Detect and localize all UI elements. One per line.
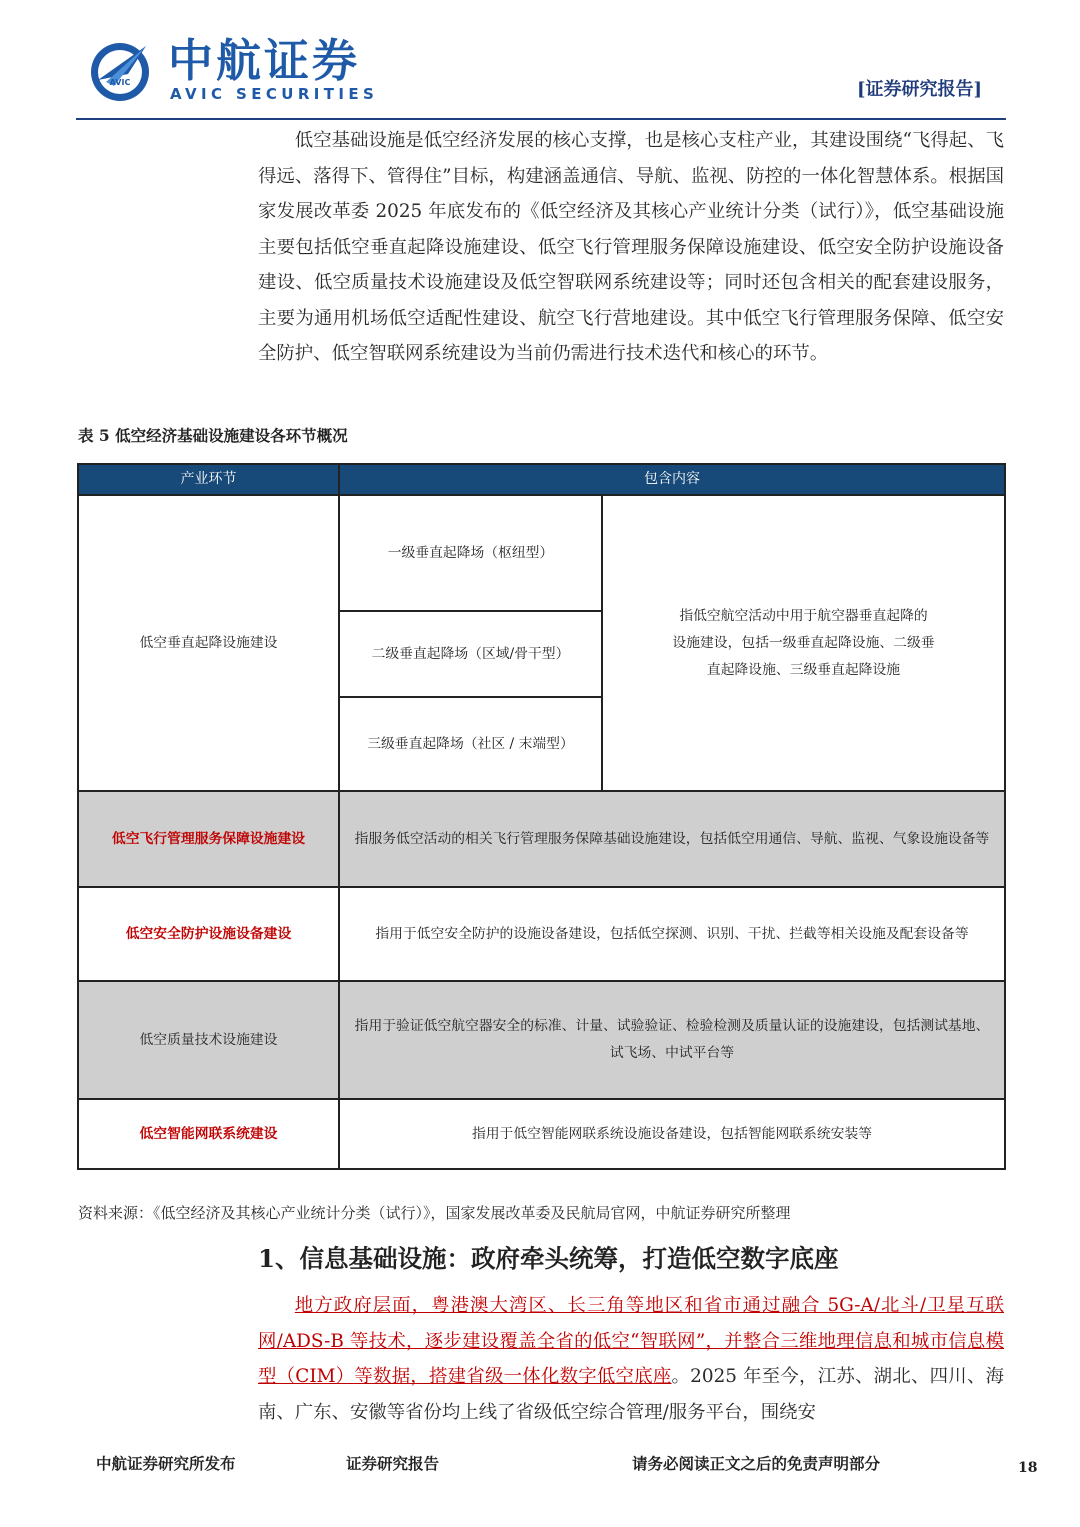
description-line: 指低空航空活动中用于航空器垂直起降的 [679,607,928,624]
section-paragraph [258,1288,1004,1430]
sub-item-cell: 一级垂直起降场（枢纽型） [339,495,602,611]
page-number: 18 [1018,1460,1038,1476]
brand-name-en: AVIC SECURITIES [170,85,379,103]
header-divider [76,118,1006,120]
description-cell: 指服务低空活动的相关飞行管理服务保障基础设施建设，包括低空用通信、导航、监视、气象设施设备等 [339,791,1005,887]
description-line: 设施建设，包括一级垂直起降设施、二级垂 [672,634,935,651]
description-cell: 指用于低空安全防护的设施设备建设，包括低空探测、识别、干扰、拦截等相关设施及配套设备等 [339,887,1005,981]
segment-cell: 低空智能网联系统建设 [78,1099,339,1169]
report-type-tag: [证券研究报告] [856,79,982,100]
description-cell: 指用于验证低空航空器安全的标准、计量、试验验证、检验检测及质量认证的设施建设，包括测试基地、试飞场、中试平台等 [339,981,1005,1099]
intro-paragraph: 低空基础设施是低空经济发展的核心支撑，也是核心支柱产业，其建设围绕“飞得起、飞得远、落得下、管得住”目标，构建涵盖通信、导航、监视、防控的一体化智慧体系。根据国家发展改革委 2025 年底发布的《低空经济及其核心产业统计分类（试行）》，低空基础设施主要包括低空垂直起降设施建设、低空飞行管理服务保障设施建设、低空安全防护设施设备建设、低空质量技术设施建设及低空智联网系统建设等；同时还包含相关的配套建设服务，主要为通用机场低空适配性建设、航空飞行营地建设。其中低空飞行管理服务保障、低空安全防护、低空智联网系统建设为当前仍需进行技术迭代和核心的环节。 [258,130,1004,364]
description-cell [602,495,1005,791]
section-title: 1、信息基础设施：政府牵头统筹，打造低空数字底座 [258,1244,839,1273]
table-source-note: 资料来源：《低空经济及其核心产业统计分类（试行）》，国家发展改革委及民航局官网，中航证券研究所整理 [78,1204,791,1222]
avic-logo [84,34,156,106]
header-segment: 产业环节 [78,464,339,495]
table-row [78,887,1005,981]
table-header-row [78,464,1005,495]
table-row [78,791,1005,887]
table-caption: 表 5 低空经济基础设施建设各环节概况 [78,426,348,445]
description-line: 直起降设施、三级垂直起降设施 [706,661,901,678]
table-row [78,495,1005,611]
table-row [78,1099,1005,1169]
description-cell: 指用于低空智能网联系统设施设备建设，包括智能网联系统安装等 [339,1099,1005,1169]
table-row [78,981,1005,1099]
sub-item-cell: 二级垂直起降场（区域/骨干型） [339,611,602,697]
segment-cell: 低空质量技术设施建设 [78,981,339,1099]
brand-name-cn: 中航证券 [168,34,361,87]
segment-cell: 低空飞行管理服务保障设施建设 [78,791,339,887]
segment-cell: 低空垂直起降设施建设 [78,495,339,791]
footer-report-type: 证券研究报告 [346,1454,440,1473]
header-content: 包含内容 [339,464,1005,495]
infrastructure-table [77,463,1006,1170]
footer-publisher: 中航证券研究所发布 [96,1454,236,1473]
segment-cell: 低空安全防护设施设备建设 [78,887,339,981]
footer-disclaimer: 请务必阅读正文之后的免责声明部分 [632,1454,881,1473]
logo-label: AVIC [109,78,131,87]
sub-item-cell: 三级垂直起降场（社区 / 末端型） [339,697,602,791]
paragraph-text: 。2025 年至今，江苏、湖北、四川、海南、广东、安徽等省份均上线了省级低空综合管理/服务平台，围绕安 [258,1366,1004,1423]
highlighted-text: 地方政府层面，粤港澳大湾区、长三角等地区和省市通过融合 5G-A/北斗/卫星互联网/ADS-B 等技术，逐步建设覆盖全省的低空“智联网”，并整合三维地理信息和城市信息模型（CIM）等数据，搭建省级一体化数字低空底座 [258,1295,1004,1387]
